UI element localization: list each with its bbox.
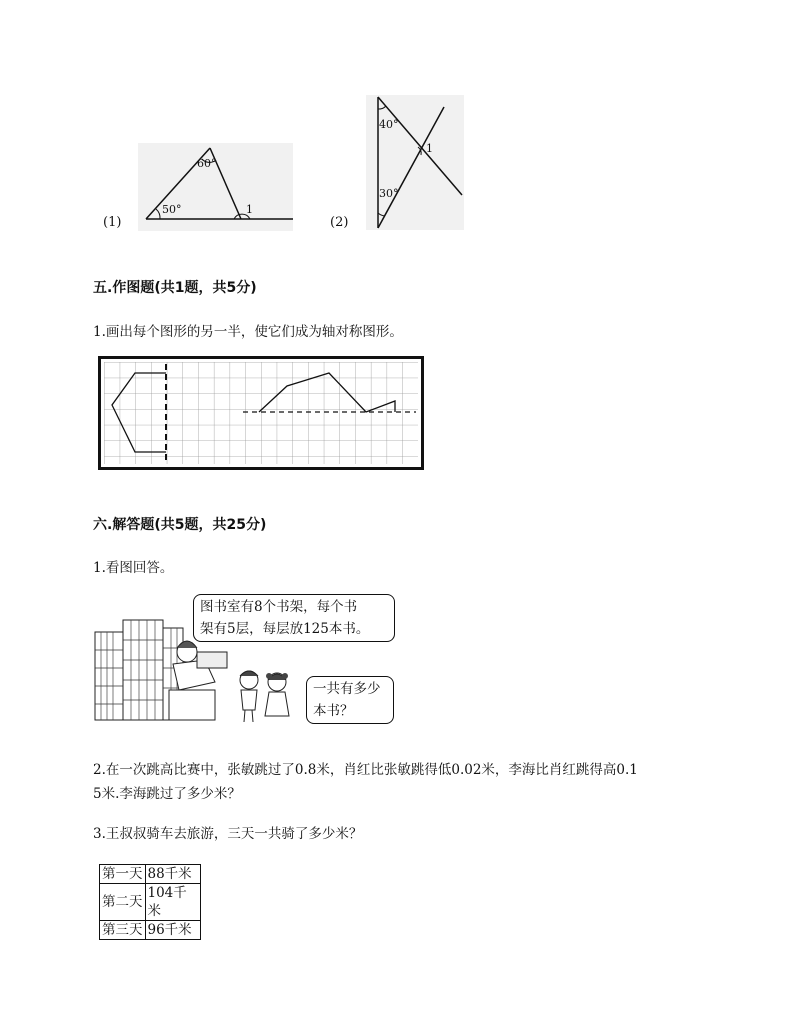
table-row [100, 884, 201, 921]
section-5-title: 五.作图题(共1题，共5分) [93, 280, 257, 296]
child-speech-bubble [306, 676, 394, 724]
teacher-bubble-line-2: 架有5层，每层放125本书。 [200, 621, 370, 637]
table-row [100, 865, 201, 884]
teacher-speech-bubble [193, 594, 395, 642]
table-cell-distance: 96千米 [145, 921, 200, 940]
figure-1-label: (1) [103, 215, 122, 230]
symmetry-grid [98, 356, 424, 470]
teacher-bubble-line-1: 图书室有8个书架，每个书 [200, 599, 358, 615]
section-6-question-1: 1.看图回答。 [93, 560, 174, 576]
table-cell-distance: 104千米 [145, 884, 200, 921]
child-bubble-line-2: 本书？ [313, 703, 354, 719]
angle-50-label: 50° [162, 203, 182, 216]
table-cell-day: 第三天 [100, 921, 146, 940]
table-row [100, 921, 201, 940]
grid-drawing [98, 356, 424, 470]
section-5-question-1: 1.画出每个图形的另一半，使它们成为轴对称图形。 [93, 324, 403, 340]
table-cell-day: 第一天 [100, 865, 146, 884]
table-cell-day: 第二天 [100, 884, 146, 921]
figure-2-label: (2) [330, 215, 349, 230]
angle-1b-label: 1 [426, 142, 433, 155]
figure-2 [366, 95, 464, 230]
distance-table [99, 864, 201, 940]
section-6-question-3: 3.王叔叔骑车去旅游，三天一共骑了多少米？ [93, 826, 363, 842]
angle-1-label: 1 [246, 203, 253, 216]
section-6-question-2 [93, 758, 693, 806]
table-cell-distance: 88千米 [145, 865, 200, 884]
section-6-title: 六.解答题(共5题，共25分) [93, 517, 267, 533]
angle-30-label: 30° [379, 187, 399, 200]
question-2-line-2: 5米.李海跳过了多少米？ [93, 786, 241, 802]
angle-60-label: 60° [197, 157, 217, 170]
angle-40-label: 40° [379, 118, 399, 131]
crossing-lines-figure [366, 95, 464, 230]
child-bubble-line-1: 一共有多少 [313, 681, 381, 697]
question-2-line-1: 2.在一次跳高比赛中，张敏跳过了0.8米，肖红比张敏跳得低0.02米，李海比肖红跳得高0.1 [93, 762, 638, 778]
